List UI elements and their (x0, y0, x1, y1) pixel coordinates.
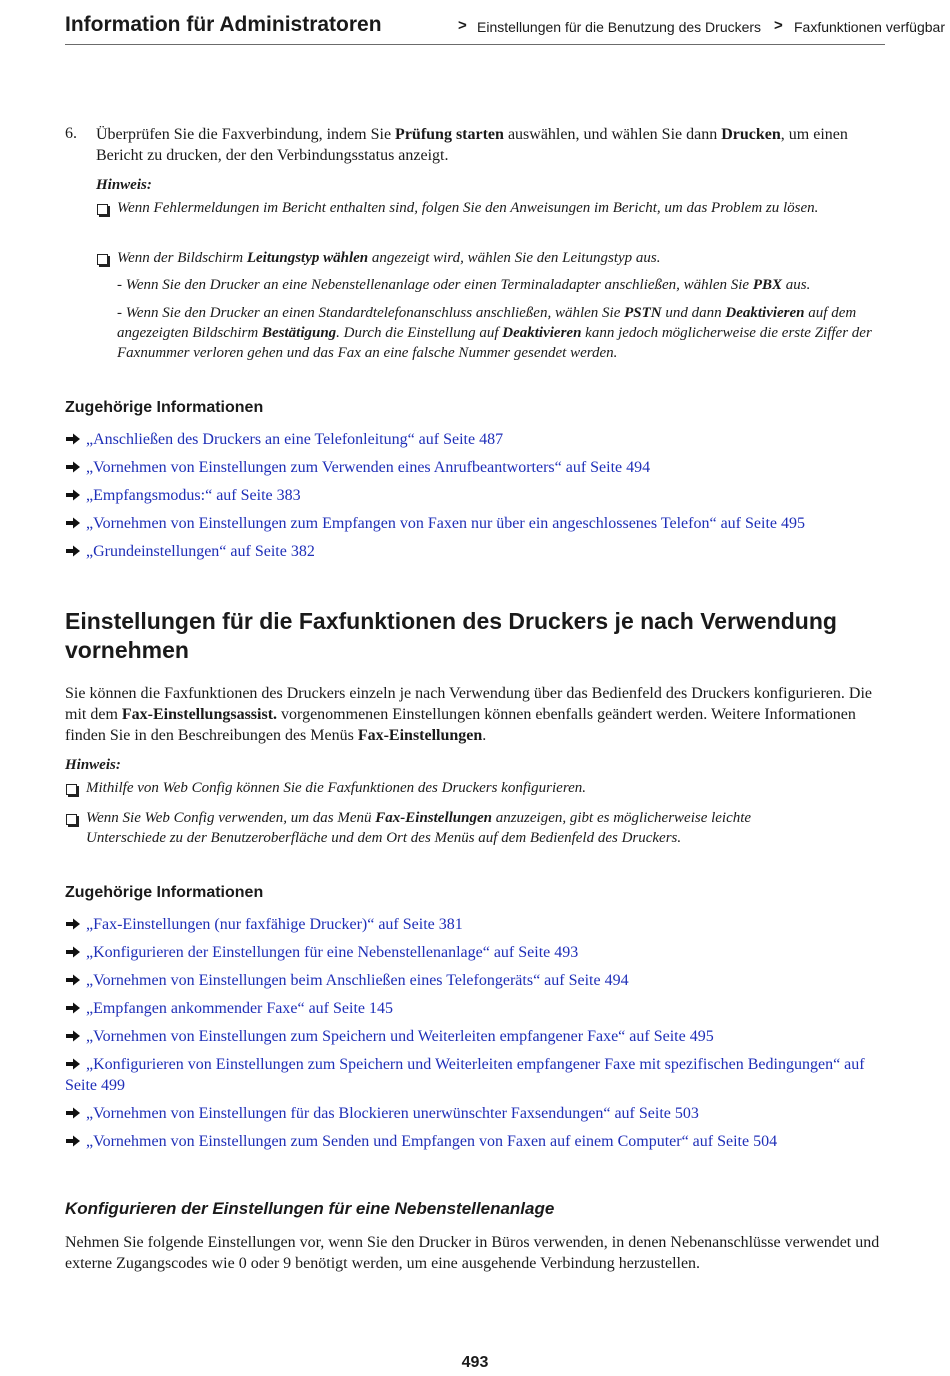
checkbox-bullet-icon (97, 254, 108, 265)
checkbox-bullet-icon (97, 204, 108, 215)
subsection-paragraph: Nehmen Sie folgende Einstellungen vor, wenn Sie den Drucker in Büros verwenden, in denen Nebenanschlüsse verwendet und externe Zugangscodes wie 0 oder 9 benötigt werden, um eine ausgehende Verbindung herzustellen. (65, 1234, 880, 1272)
note-label: Hinweis: (96, 177, 152, 193)
related-link[interactable]: „Konfigurieren von Einstellungen zum Speichern und Weiterleiten empfangener Faxe mit spezifischen Bedingungen“ auf Seite 499 (65, 1056, 865, 1094)
related-link[interactable]: „Empfangen ankommender Faxe“ auf Seite 145 (65, 998, 393, 1019)
related-link[interactable]: „Empfangsmodus:“ auf Seite 383 (65, 485, 301, 506)
breadcrumb-item[interactable]: Einstellungen für die Benutzung des Druckers (477, 19, 762, 35)
arrow-right-icon (65, 1030, 81, 1042)
arrow-right-icon (65, 1107, 81, 1119)
header-title: Information für Administratoren (65, 13, 382, 36)
arrow-right-icon (65, 974, 81, 986)
section-paragraph: Sie können die Faxfunktionen des Druckers einzeln je nach Verwendung über das Bedienfeld des Druckers konfigurieren. Die mit dem Fax-Einstellungsassist. vorgenommenen Einstellungen können ebenfalls geändert werden. Weitere Informationen finden Sie in den Beschreibungen des Menüs Fax-Einstellungen. (65, 685, 873, 744)
arrow-right-icon (65, 461, 81, 473)
arrow-right-icon (65, 489, 81, 501)
related-link[interactable]: „Vornehmen von Einstellungen beim Anschließen eines Telefongeräts“ auf Seite 494 (65, 970, 629, 991)
related-info-heading: Zugehörige Informationen (65, 884, 264, 901)
arrow-right-icon (65, 545, 81, 557)
note-subitem: - Wenn Sie den Drucker an einen Standardtelefonanschluss anschließen, wählen Sie PSTN und dann Deaktivieren auf dem angezeigten Bildschirm Bestätigung. Durch die Einstellung auf Deaktivieren kann jedoch möglicherweise die erste Ziffer der Faxnummer verloren gehen und das Fax an eine falsche Nummer gesendet werden. (117, 305, 872, 361)
note-item: Wenn Sie Web Config verwenden, um das Menü Fax-Einstellungen anzuzeigen, gibt es möglicherweise leichte Unterschiede zu der Benutzeroberfläche und dem Ort des Menüs auf dem Bedienfeld des Druckers. (86, 810, 752, 846)
arrow-right-icon (65, 1058, 81, 1070)
related-link[interactable]: „Fax-Einstellungen (nur faxfähige Drucker)“ auf Seite 381 (65, 914, 463, 935)
arrow-right-icon (65, 1002, 81, 1014)
checkbox-bullet-icon (66, 784, 77, 795)
note-item: Mithilfe von Web Config können Sie die Faxfunktionen des Druckers konfigurieren. (86, 780, 587, 796)
related-link[interactable]: „Vornehmen von Einstellungen zum Senden und Empfangen von Faxen auf einem Computer“ auf Seite 504 (65, 1131, 777, 1152)
note-subitem: - Wenn Sie den Drucker an eine Nebenstellenanlage oder einen Terminaladapter anschließen, wählen Sie PBX aus. (117, 277, 811, 293)
arrow-right-icon (65, 946, 81, 958)
page-header (65, 10, 945, 45)
breadcrumb-item[interactable]: Faxfunktionen verfügbar (794, 19, 945, 35)
related-link[interactable]: „Vornehmen von Einstellungen zum Speichern und Weiterleiten empfangener Faxe“ auf Seite 495 (65, 1026, 714, 1047)
related-link[interactable]: „Grundeinstellungen“ auf Seite 382 (65, 541, 315, 562)
step-number: 6. (65, 125, 77, 142)
arrow-right-icon (65, 517, 81, 529)
arrow-right-icon (65, 1135, 81, 1147)
note-item: Wenn Fehlermeldungen im Bericht enthalten sind, folgen Sie den Anweisungen im Bericht, um das Problem zu lösen. (117, 200, 819, 216)
related-info-heading: Zugehörige Informationen (65, 399, 264, 416)
related-link[interactable]: „Vornehmen von Einstellungen zum Empfangen von Faxen nur über ein angeschlossenes Telefon“ auf Seite 495 (65, 513, 805, 534)
related-link[interactable]: „Konfigurieren der Einstellungen für eine Nebenstellenanlage“ auf Seite 493 (65, 942, 578, 963)
related-link[interactable]: „Vornehmen von Einstellungen für das Blockieren unerwünschter Faxsendungen“ auf Seite 503 (65, 1103, 699, 1124)
checkbox-bullet-icon (66, 814, 77, 825)
page-number: 493 (461, 1354, 489, 1371)
note-item: Wenn der Bildschirm Leitungstyp wählen angezeigt wird, wählen Sie den Leitungstyp aus. (117, 250, 661, 266)
breadcrumb-separator: > (458, 17, 467, 34)
section-title: Einstellungen für die Faxfunktionen des Druckers je nach Verwendung vornehmen (65, 608, 837, 663)
step-text: Überprüfen Sie die Faxverbindung, indem Sie Prüfung starten auswählen, und wählen Sie dann Drucken, um einen Bericht zu drucken, der den Verbindungsstatus anzeigt. (96, 126, 848, 164)
related-link[interactable]: „Vornehmen von Einstellungen zum Verwenden eines Anrufbeantworters“ auf Seite 494 (65, 457, 650, 478)
related-link[interactable]: „Anschließen des Druckers an eine Telefonleitung“ auf Seite 487 (65, 429, 503, 450)
subsection-title: Konfigurieren der Einstellungen für eine Nebenstellenanlage (65, 1199, 555, 1218)
arrow-right-icon (65, 918, 81, 930)
note-label: Hinweis: (65, 757, 121, 773)
arrow-right-icon (65, 433, 81, 445)
breadcrumb-separator: > (774, 17, 783, 34)
